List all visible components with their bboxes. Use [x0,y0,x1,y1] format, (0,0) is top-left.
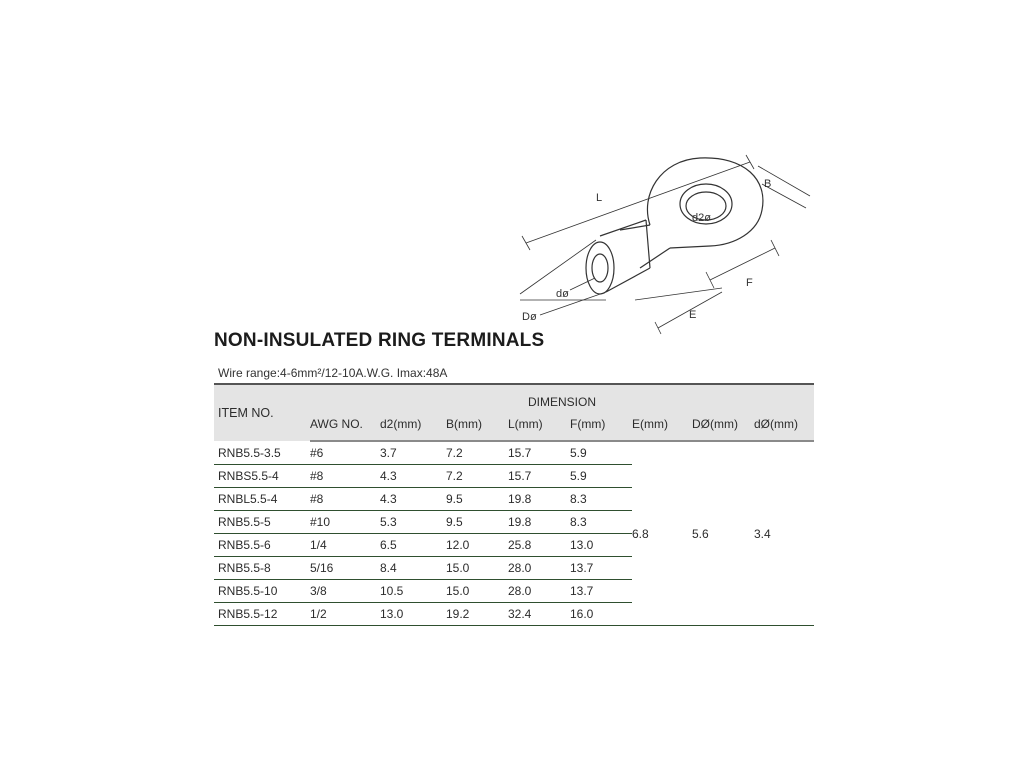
col-awg: AWG NO. [310,411,380,441]
e-value: 6.8 [632,441,692,626]
d-value: 3.4 [754,441,814,626]
f-value: 5.9 [570,465,632,488]
l-value: 28.0 [508,580,570,603]
spec-table [214,383,814,626]
d2-value: 4.3 [380,465,446,488]
awg-no: #10 [310,511,380,534]
ring-terminal-diagram [500,140,820,340]
item-no: RNB5.5-10 [214,580,310,603]
f-value: 13.7 [570,580,632,603]
item-no: RNBL5.5-4 [214,488,310,511]
l-value: 32.4 [508,603,570,626]
awg-no: 1/2 [310,603,380,626]
label-E: E [689,309,697,321]
l-value: 15.7 [508,441,570,465]
item-no: RNB5.5-12 [214,603,310,626]
wire-range-subtitle: Wire range:4-6mm²/12-10A.W.G. Imax:48A [218,366,448,380]
awg-no: #8 [310,465,380,488]
b-value: 9.5 [446,511,508,534]
l-value: 19.8 [508,511,570,534]
l-value: 25.8 [508,534,570,557]
d2-value: 3.7 [380,441,446,465]
b-value: 19.2 [446,603,508,626]
col-l: L(mm) [508,411,570,441]
item-no: RNBS5.5-4 [214,465,310,488]
b-value: 9.5 [446,488,508,511]
item-no: RNB5.5-8 [214,557,310,580]
f-value: 13.0 [570,534,632,557]
col-e: E(mm) [632,411,692,441]
awg-no: 5/16 [310,557,380,580]
header-row-top [214,384,814,411]
item-no: RNB5.5-5 [214,511,310,534]
label-F: F [746,277,753,289]
awg-no: 1/4 [310,534,380,557]
label-d: dø [556,288,569,300]
l-value: 28.0 [508,557,570,580]
item-header: ITEM NO. [214,384,310,441]
f-value: 8.3 [570,511,632,534]
D-value: 5.6 [692,441,754,626]
table-row [214,441,814,465]
label-L: L [596,192,603,204]
b-value: 15.0 [446,580,508,603]
col-D: DØ(mm) [692,411,754,441]
b-value: 12.0 [446,534,508,557]
col-d2: d2(mm) [380,411,446,441]
label-d2: d2ø [692,212,711,224]
b-value: 7.2 [446,441,508,465]
d2-value: 10.5 [380,580,446,603]
d2-value: 8.4 [380,557,446,580]
item-no: RNB5.5-3.5 [214,441,310,465]
l-value: 19.8 [508,488,570,511]
f-value: 13.7 [570,557,632,580]
f-value: 5.9 [570,441,632,465]
b-value: 7.2 [446,465,508,488]
d2-value: 4.3 [380,488,446,511]
col-d: dØ(mm) [754,411,814,441]
dimension-header: DIMENSION [310,384,814,411]
awg-no: 3/8 [310,580,380,603]
page-title: NON-INSULATED RING TERMINALS [214,330,545,351]
item-no: RNB5.5-6 [214,534,310,557]
col-f: F(mm) [570,411,632,441]
label-D: Dø [522,311,537,323]
l-value: 15.7 [508,465,570,488]
f-value: 16.0 [570,603,632,626]
b-value: 15.0 [446,557,508,580]
awg-no: #6 [310,441,380,465]
awg-no: #8 [310,488,380,511]
d2-value: 5.3 [380,511,446,534]
d2-value: 6.5 [380,534,446,557]
f-value: 8.3 [570,488,632,511]
label-B: B [764,178,772,190]
col-b: B(mm) [446,411,508,441]
d2-value: 13.0 [380,603,446,626]
